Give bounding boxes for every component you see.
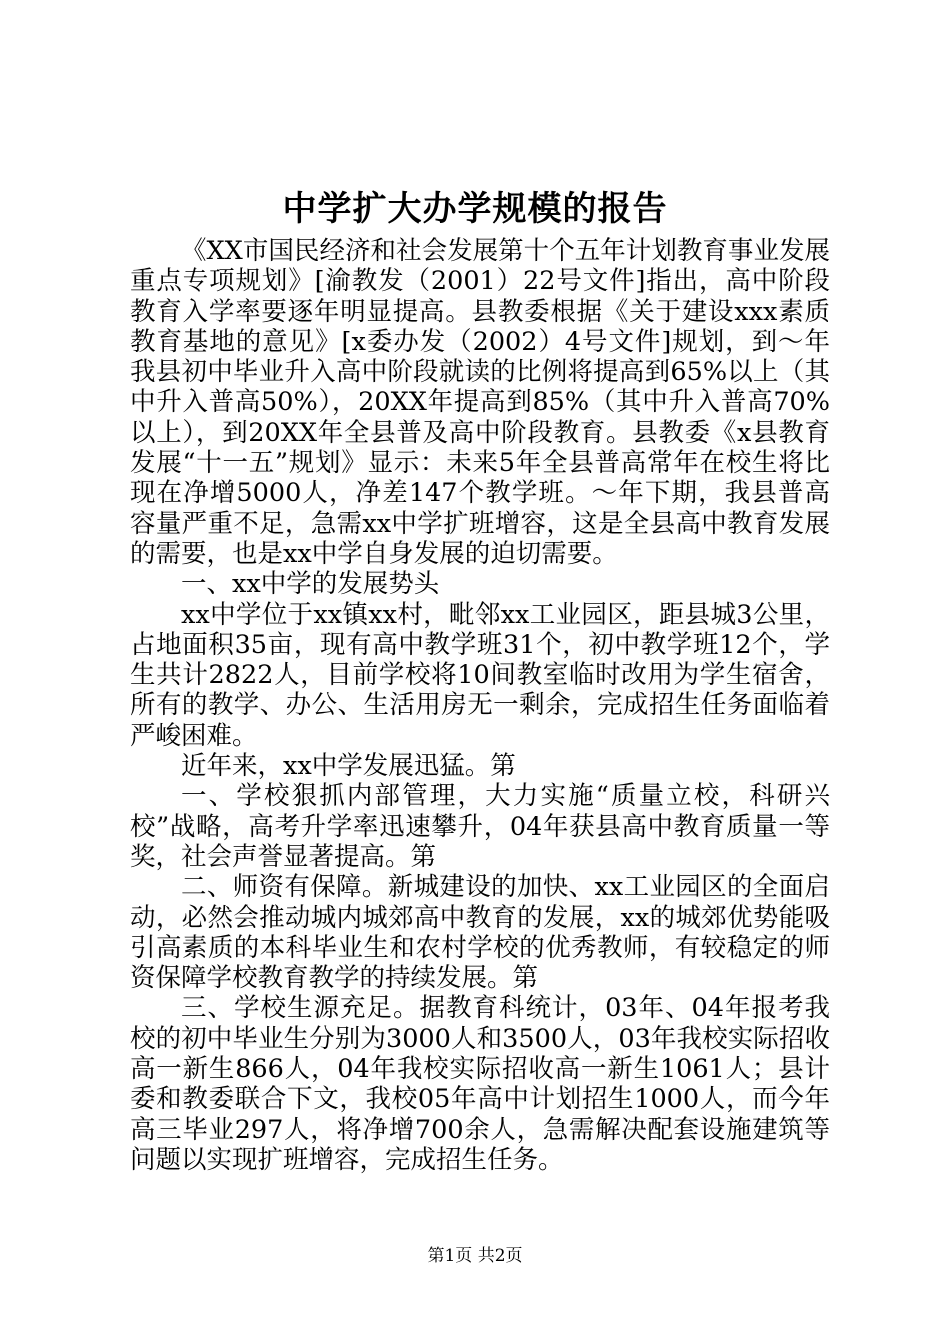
section-heading-development: 一、xx中学的发展势头 (181, 569, 440, 600)
point-one-paragraph: 一、学校狠抓内部管理，大力实施“质量立校，科研兴校”战略，高考升学率迅速攀升，04年获县高中教育质量一等奖，社会声誉显著提高。第 (130, 781, 830, 872)
intro-paragraph: 《XX市国民经济和社会发展第十个五年计划教育事业发展重点专项规划》[渝教发（2001）22号文件]指出，高中阶段教育入学率要逐年明显提高。县教委根据《关于建设xxx素质教育基地的意见》[x委办发（2002）4号文件]规划，到～年我县初中毕业升入高中阶段就读的比例将提高到65%以上（其中升入普高50%），20XX年提高到85%（其中升入普高70%以上），到20XX年全县普及高中阶段教育。县教委《x县教育发展“十一五”规划》显示：未来5年全县普高常年在校生将比现在净增5000人，净差147个教学班。～年下期，我县普高容量严重不足，急需xx中学扩班增容，这是全县高中教育发展的需要，也是xx中学自身发展的迫切需要。 (130, 236, 830, 569)
point-three-paragraph: 三、学校生源充足。据教育科统计，03年、04年报考我校的初中毕业生分别为3000人和3500人，03年我校实际招收高一新生866人，04年我校实际招收高一新生1061人；县计委和教委联合下文，我校05年高中计划招生1000人，而今年高三毕业297人，将净增700余人，急需解决配套设施建筑等问题以实现扩班增容，完成招生任务。 (130, 993, 830, 1175)
point-two-paragraph: 二、师资有保障。新城建设的加快、xx工业园区的全面启动，必然会推动城内城郊高中教育的发展，xx的城郊优势能吸引高素质的本科毕业生和农村学校的优秀教师，有较稳定的师资保障学校教育教学的持续发展。第 (130, 872, 830, 994)
document-body (130, 236, 830, 1175)
recent-years-paragraph: 近年来，xx中学发展迅猛。第 (181, 751, 516, 782)
document-title: 中学扩大办学规模的报告 (282, 189, 668, 229)
school-overview-paragraph: xx中学位于xx镇xx村，毗邻xx工业园区，距县城3公里，占地面积35亩，现有高中教学班31个，初中教学班12个，学生共计2822人，目前学校将10间教室临时改用为学生宿舍，所有的教学、办公、生活用房无一剩余，完成招生任务面临着严峻困难。 (130, 599, 830, 751)
page-number-footer: 第1页 共2页 (427, 1246, 523, 1266)
